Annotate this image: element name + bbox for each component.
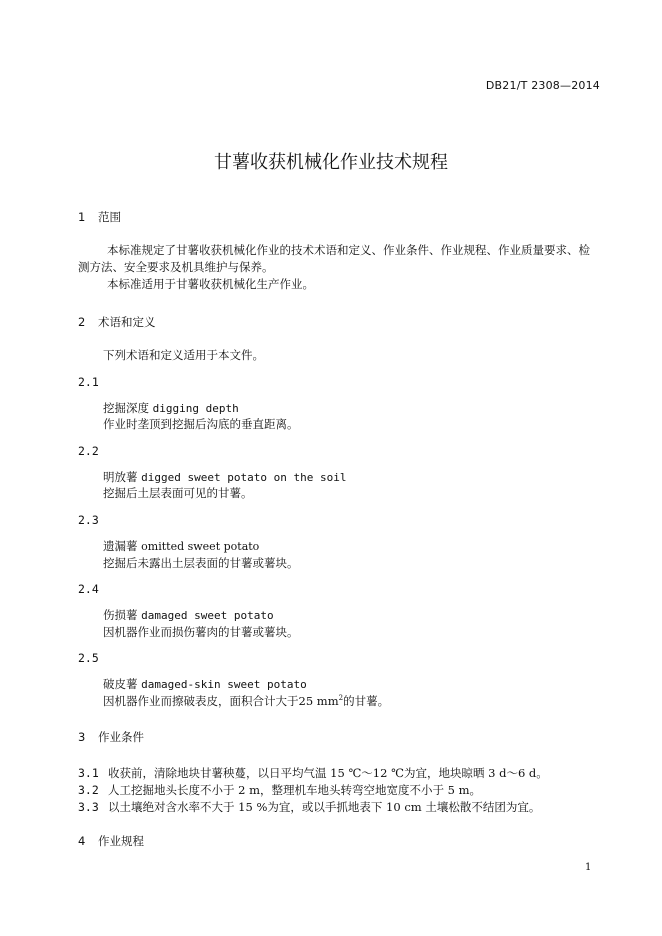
term-number: 2.4 (78, 582, 99, 596)
superscript: 2 (338, 694, 344, 703)
term-en: digged sweet potato on the soil (141, 471, 347, 484)
section-title: 作业规程 (98, 834, 144, 848)
term-en: digging depth (152, 402, 239, 415)
term-definition: 作业时垄顶到挖掘后沟底的垂直距离。 (103, 417, 299, 431)
section-4-heading (78, 833, 144, 849)
list-item (78, 782, 481, 798)
section-1-para-1-line-1: 本标准规定了甘薯收获机械化作业的技术术语和定义、作业条件、作业规程、作业质量要求、检 (107, 243, 590, 257)
term-number: 2.3 (78, 513, 99, 527)
section-1-para-2: 本标准适用于甘薯收获机械化生产作业。 (107, 277, 314, 291)
term-title (103, 538, 259, 554)
section-1-para-1-line-2: 测方法、安全要求及机具维护与保养。 (78, 260, 274, 274)
term-definition: 挖掘后未露出土层表面的甘薯或薯块。 (103, 556, 299, 570)
term-zh: 破皮薯 (103, 677, 138, 691)
item-number: 3.2 (78, 783, 99, 797)
section-number: 2 (78, 315, 86, 329)
term-number: 2.2 (78, 444, 99, 458)
term-en: omitted sweet potato (141, 540, 260, 553)
section-number: 4 (78, 834, 86, 848)
document-number: DB21/T 2308—2014 (485, 79, 600, 92)
term-number: 2.5 (78, 651, 99, 665)
definition-text: 的甘薯。 (343, 694, 390, 708)
page-number: 1 (585, 862, 592, 873)
section-2-heading (78, 314, 156, 330)
item-number: 3.3 (78, 800, 99, 814)
definition-text: 因机器作业而擦破表皮，面积合计大于25 mm (103, 694, 339, 708)
item-text: 人工挖掘地头长度不小于 2 m，整理机车地头转弯空地宽度不小于 5 m。 (108, 783, 482, 797)
section-number: 1 (78, 210, 86, 224)
section-title: 范围 (98, 210, 121, 224)
term-zh: 伤损薯 (103, 608, 138, 622)
term-number: 2.1 (78, 375, 99, 389)
section-2-intro: 下列术语和定义适用于本文件。 (103, 348, 264, 362)
section-1-heading (78, 209, 121, 225)
item-number: 3.1 (78, 766, 99, 780)
list-item (78, 799, 540, 815)
term-definition: 挖掘后土层表面可见的甘薯。 (103, 486, 253, 500)
term-title (103, 676, 307, 692)
item-text: 收获前，清除地块甘薯秧蔓，以日平均气温 15 ℃～12 ℃为宜，地块晾晒 3 d～6 d。 (108, 766, 548, 780)
term-definition: 因机器作业而损伤薯肉的甘薯或薯块。 (103, 625, 299, 639)
list-item (78, 765, 548, 781)
term-title (103, 607, 274, 623)
term-en: damaged sweet potato (141, 609, 274, 622)
term-zh: 挖掘深度 (103, 401, 149, 415)
section-number: 3 (78, 730, 86, 744)
section-title: 作业条件 (98, 730, 144, 744)
term-zh: 明放薯 (103, 470, 138, 484)
term-title (103, 400, 239, 416)
term-definition (103, 693, 389, 709)
item-text: 以土壤绝对含水率不大于 15 %为宜，或以手抓地表下 10 cm 土壤松散不结团为宜。 (108, 800, 541, 814)
term-en: damaged-skin sweet potato (141, 678, 307, 691)
term-zh: 遗漏薯 (103, 539, 138, 553)
term-title (103, 469, 346, 485)
section-3-heading (78, 729, 144, 745)
document-title: 甘薯收获机械化作业技术规程 (214, 152, 448, 173)
section-title: 术语和定义 (98, 315, 156, 329)
